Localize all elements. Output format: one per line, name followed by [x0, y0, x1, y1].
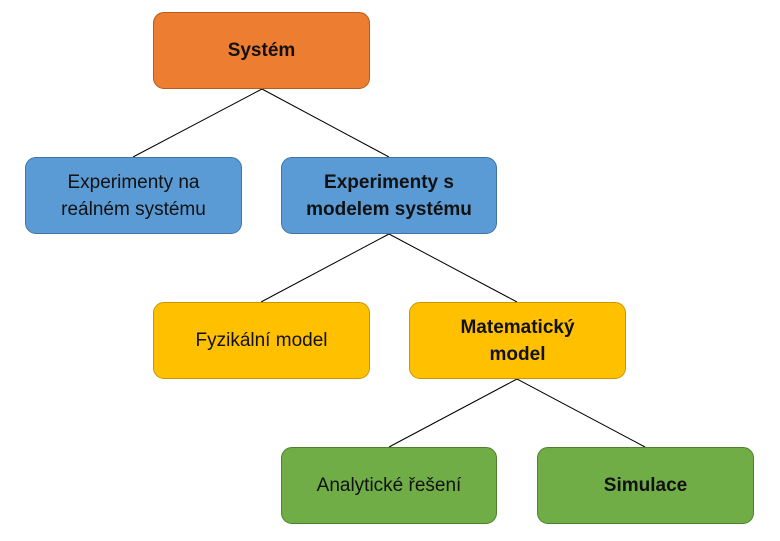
node-system-label: Systém: [227, 40, 296, 61]
edge-model-physical: [261, 234, 389, 302]
edge-math-analytic: [389, 379, 517, 447]
node-math-model-label: Matematický model: [460, 316, 575, 365]
edge-system-real: [133, 89, 262, 157]
node-physical-model: [153, 302, 370, 379]
node-analytic-solution: [281, 447, 497, 524]
node-real-experiments-label: Experimenty na reálném systému: [61, 171, 206, 220]
node-simulation: [537, 447, 754, 524]
node-real-experiments: [25, 157, 242, 234]
node-math-model: [409, 302, 626, 379]
edge-system-model: [262, 89, 389, 157]
node-model-experiments: [281, 157, 497, 234]
node-physical-model-label: Fyzikální model: [195, 330, 328, 351]
node-simulation-label: Simulace: [603, 475, 688, 496]
node-system: [153, 12, 370, 89]
edge-math-simulation: [517, 379, 645, 447]
node-model-experiments-label: Experimenty s modelem systému: [306, 171, 472, 220]
node-analytic-solution-label: Analytické řešení: [316, 475, 462, 496]
edge-model-math: [389, 234, 517, 302]
